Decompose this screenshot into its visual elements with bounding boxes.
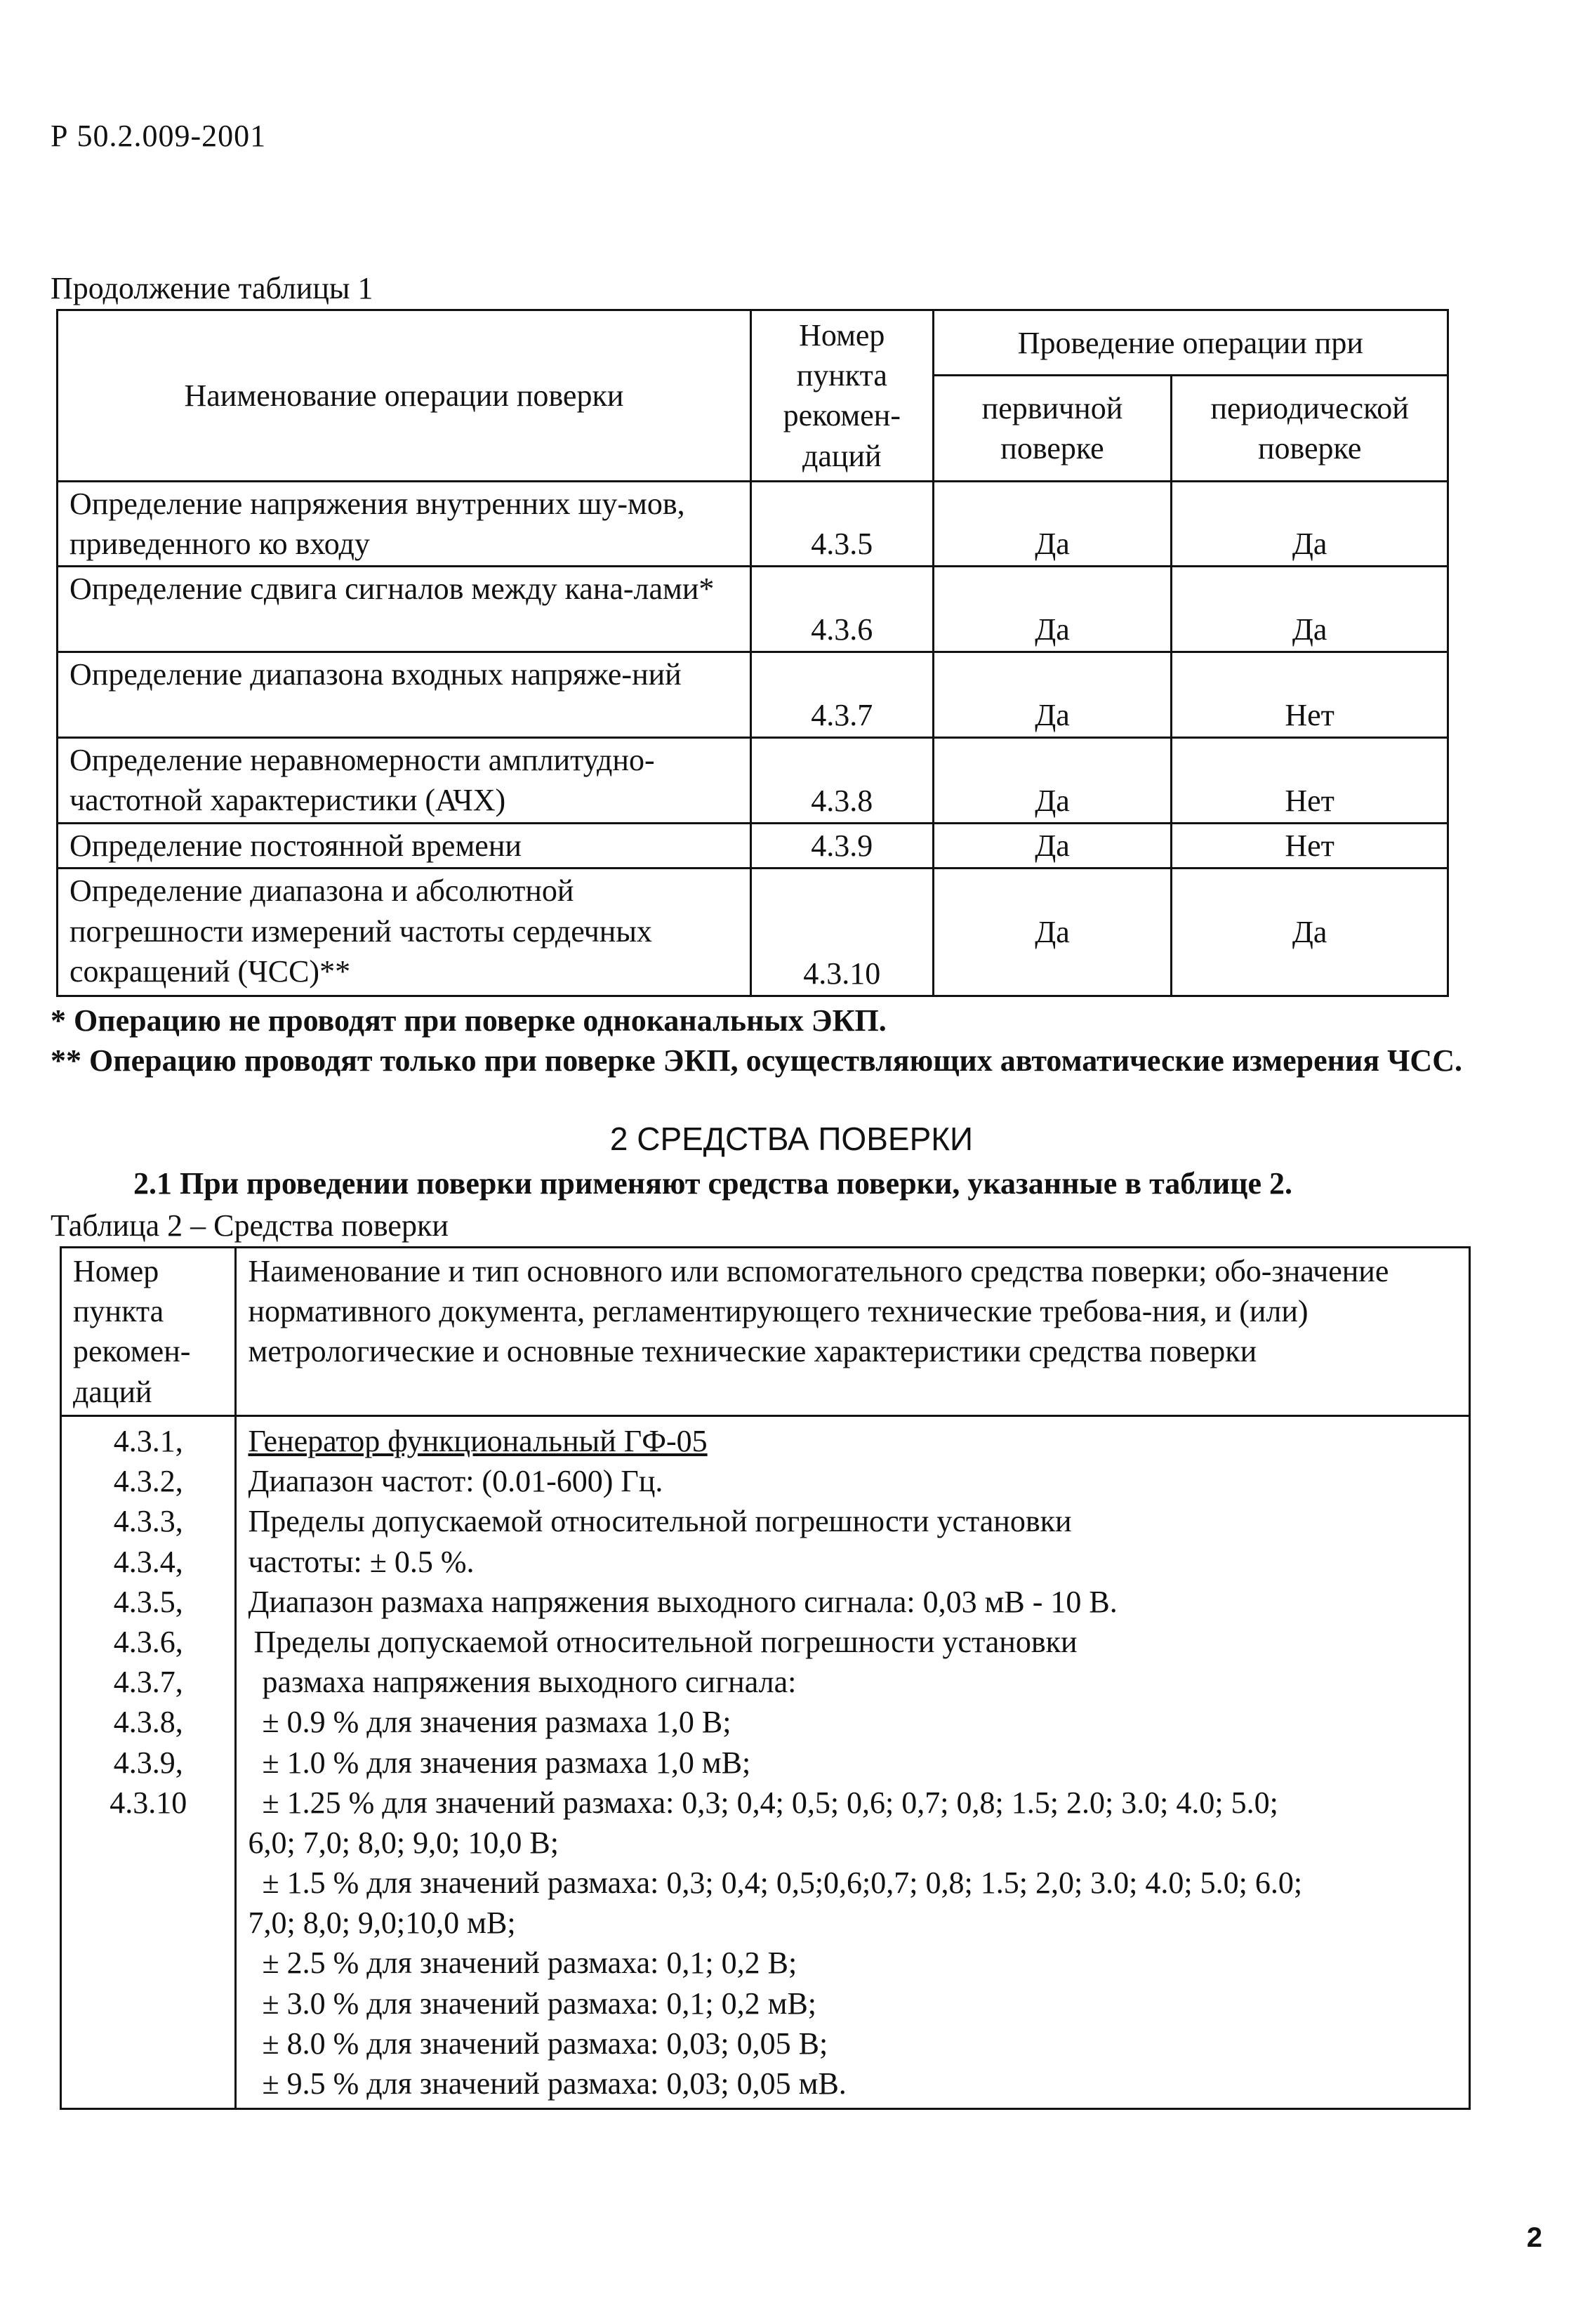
t2-header-desc: Наименование и тип основного или вспомогательного средства поверки; обо-значение нормативного документа, регламентирующего технические требова-ния, и (или) метрологические и основные технические характеристики средства поверки <box>236 1248 1470 1416</box>
t1-cell-item: 4.3.6 <box>750 567 933 652</box>
t1-cell-name: Определение сдвига сигналов между кана-лами* <box>58 567 751 652</box>
spec-line: Пределы допускаемой относительной погрешности установки <box>248 1504 1072 1539</box>
table-row <box>58 567 1448 652</box>
t1-cell-item: 4.3.8 <box>750 738 933 824</box>
t2-item-numbers <box>61 1416 236 2109</box>
spec-line: ± 0.9 % для значения размаха 1,0 В; <box>262 1705 731 1740</box>
t1-cell-primary: Да <box>933 869 1172 996</box>
spec-line: 6,0; 7,0; 8,0; 9,0; 10,0 В; <box>248 1825 559 1860</box>
page-number: 2 <box>1526 2222 1542 2253</box>
t1-cell-periodic: Да <box>1172 567 1448 652</box>
section-title: 2 СРЕДСТВА ПОВЕРКИ <box>609 1121 974 1157</box>
spec-line: Диапазон размаха напряжения выходного сигнала: 0,03 мВ - 10 В. <box>248 1584 1118 1619</box>
t1-header-name: Наименование операции поверки <box>58 310 751 482</box>
device-title <box>248 1421 1457 1461</box>
spec-line: ± 1.5 % для значений размаха: 0,3; 0,4; 0,5;0,6;0,7; 0,8; 1.5; 2,0; 3.0; 4.0; 5.0; 6.0; <box>262 1866 1303 1901</box>
t1-header-periodic: периодической поверке <box>1172 376 1448 482</box>
t1-cell-name: Определение неравномерности амплитудно-частотной характеристики (АЧХ) <box>58 738 751 824</box>
item-number: 4.3.9, <box>113 1745 183 1780</box>
t1-cell-primary: Да <box>933 652 1172 738</box>
table2-caption: Таблица 2 – Средства поверки <box>51 1208 449 1243</box>
table1-footnotes <box>51 1001 1546 1081</box>
item-number: 4.3.10 <box>110 1785 187 1820</box>
spec-line: частоты: ± 0.5 %. <box>248 1544 475 1579</box>
spec-line: Пределы допускаемой относительной погрешности установки <box>253 1624 1078 1659</box>
t1-cell-primary: Да <box>933 567 1172 652</box>
t1-cell-periodic: Да <box>1172 869 1448 996</box>
spec-line: Диапазон частот: (0.01-600) Гц. <box>248 1464 663 1499</box>
t1-cell-primary: Да <box>933 481 1172 566</box>
table1-caption: Продолжение таблицы 1 <box>51 271 373 305</box>
t1-cell-name: Определение постоянной времени <box>58 824 751 869</box>
item-number: 4.3.5, <box>113 1584 183 1619</box>
table1 <box>56 309 1449 997</box>
item-number: 4.3.4, <box>113 1544 183 1579</box>
t1-cell-periodic: Нет <box>1172 652 1448 738</box>
t1-cell-name: Определение напряжения внутренних шу-мов, приведенного ко входу <box>58 481 751 566</box>
item-number: 4.3.6, <box>113 1624 183 1659</box>
spec-line: размаха напряжения выходного сигнала: <box>262 1665 797 1700</box>
t1-header-item: Номер пункта рекомен-даций <box>750 310 933 482</box>
t1-cell-primary: Да <box>933 824 1172 869</box>
table-row <box>61 1416 1470 2109</box>
item-number: 4.3.2, <box>113 1464 183 1499</box>
spec-line: 7,0; 8,0; 9,0;10,0 мВ; <box>248 1906 516 1941</box>
footnote-1: * Операцию не проводят при поверке одноканальных ЭКП. <box>51 1003 887 1038</box>
item-number: 4.3.1, <box>113 1424 183 1458</box>
item-number: 4.3.7, <box>113 1665 183 1700</box>
t1-cell-periodic: Да <box>1172 481 1448 566</box>
t1-cell-item: 4.3.5 <box>750 481 933 566</box>
table-row <box>58 869 1448 996</box>
table-row <box>58 652 1448 738</box>
t1-cell-item: 4.3.10 <box>750 869 933 996</box>
spec-line: ± 1.0 % для значения размаха 1,0 мВ; <box>262 1745 751 1780</box>
table-row <box>58 824 1448 869</box>
spec-line: ± 1.25 % для значений размаха: 0,3; 0,4; 0,5; 0,6; 0,7; 0,8; 1.5; 2.0; 3.0; 4.0; 5.0; <box>262 1785 1278 1820</box>
spec-line: ± 2.5 % для значений размаха: 0,1; 0,2 В; <box>262 1946 797 1981</box>
item-number: 4.3.3, <box>113 1504 183 1539</box>
spec-line: ± 9.5 % для значений размаха: 0,03; 0,05 мВ. <box>262 2066 847 2101</box>
t1-cell-item: 4.3.7 <box>750 652 933 738</box>
section-paragraph: 2.1 При проведении поверки применяют средства поверки, указанные в таблице 2. <box>133 1166 1293 1201</box>
t1-cell-periodic: Нет <box>1172 824 1448 869</box>
t2-device-description <box>236 1416 1470 2109</box>
table-row <box>58 481 1448 566</box>
t2-header-item: Номер пункта рекомен-даций <box>61 1248 236 1416</box>
t1-cell-periodic: Нет <box>1172 738 1448 824</box>
table-row <box>58 738 1448 824</box>
t1-cell-item: 4.3.9 <box>750 824 933 869</box>
device-title-text: Генератор функциональный ГФ-05 <box>248 1424 708 1458</box>
t1-header-primary: первичной поверке <box>933 376 1172 482</box>
table2 <box>60 1246 1471 2110</box>
t1-cell-name: Определение диапазона входных напряже-ний <box>58 652 751 738</box>
item-number: 4.3.8, <box>113 1705 183 1740</box>
t1-cell-name: Определение диапазона и абсолютной погрешности измерений частоты сердечных сокращений (ЧСС)** <box>58 869 751 996</box>
t1-cell-primary: Да <box>933 738 1172 824</box>
document-code: Р 50.2.009-2001 <box>51 119 267 153</box>
t1-header-group: Проведение операции при <box>933 310 1448 376</box>
spec-line: ± 3.0 % для значений размаха: 0,1; 0,2 мВ; <box>262 1986 817 2021</box>
footnote-2: ** Операцию проводят только при поверке ЭКП, осуществляющих автоматические измерения ЧСС. <box>51 1043 1462 1078</box>
spec-line: ± 8.0 % для значений размаха: 0,03; 0,05 В; <box>262 2026 828 2061</box>
